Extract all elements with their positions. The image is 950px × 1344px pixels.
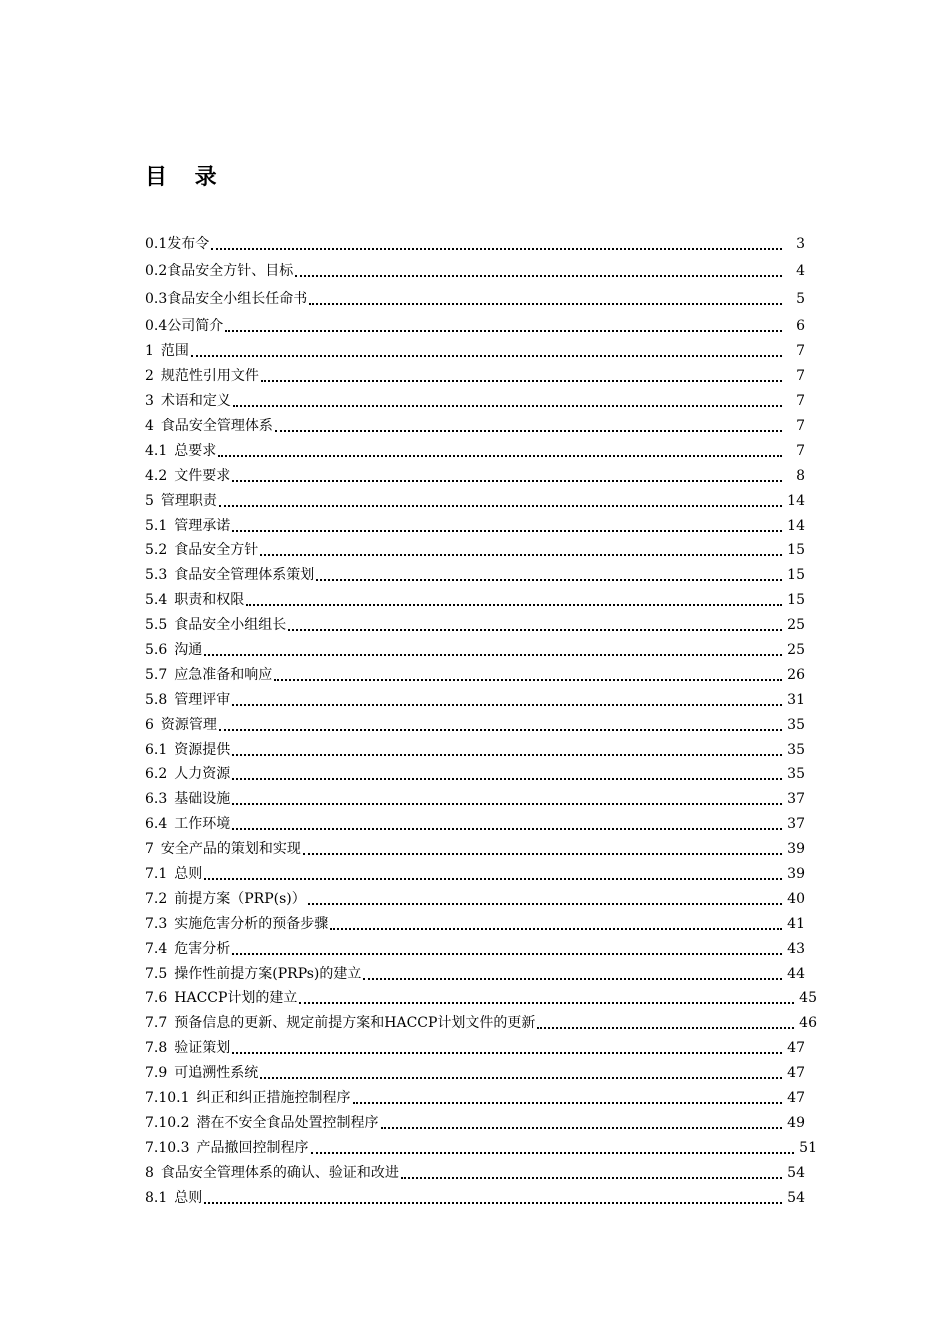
toc-entry-page: 47	[787, 1089, 805, 1106]
page-title: 目 录	[145, 165, 227, 190]
toc-entry-page: 37	[787, 816, 805, 833]
toc-entry-label: 危害分析	[174, 940, 231, 957]
toc-entry[interactable]	[145, 634, 805, 659]
dot-leader	[204, 1190, 782, 1204]
toc-entry-label: 食品安全管理体系	[160, 417, 273, 434]
toc-entry-number: 3	[145, 393, 154, 410]
toc-entry-number: 6	[145, 716, 154, 733]
toc-entry-page: 15	[787, 542, 805, 559]
toc-entry-label: 食品安全方针	[174, 542, 259, 559]
toc-entry-page: 7	[796, 442, 805, 459]
toc-entry-page: 35	[787, 716, 805, 733]
toc-entry[interactable]	[145, 280, 805, 308]
toc-entry-number: 7.10.3	[145, 1139, 190, 1156]
toc-entry[interactable]	[145, 833, 805, 858]
dot-leader	[260, 1065, 782, 1079]
toc-entry-number: 7.10.1	[145, 1089, 190, 1106]
toc-entry-page: 14	[787, 492, 805, 509]
toc-entry-number: 6.4	[145, 816, 168, 833]
toc-entry[interactable]	[145, 759, 805, 784]
toc-entry-number: 4.1	[145, 442, 168, 459]
toc-entry-number: 7.9	[145, 1065, 168, 1082]
toc-entry-page: 39	[787, 841, 805, 858]
toc-entry[interactable]	[145, 308, 805, 336]
toc-entry[interactable]	[145, 1132, 817, 1157]
dot-leader	[232, 468, 782, 482]
dot-leader	[232, 816, 782, 830]
toc-entry-number: 8.1	[145, 1189, 168, 1206]
toc-entry-label: 人力资源	[174, 766, 231, 783]
toc-entry[interactable]	[145, 883, 805, 908]
toc-entry[interactable]	[145, 609, 805, 634]
toc-entry-number: 7.4	[145, 940, 168, 957]
toc-entry-number: 6.3	[145, 791, 168, 808]
toc-entry-number: 5.5	[145, 617, 168, 634]
table-of-contents	[145, 225, 817, 1207]
toc-entry-number: 6.2	[145, 766, 168, 783]
dot-leader	[218, 443, 782, 457]
toc-entry-label: 预备信息的更新、规定前提方案和HACCP计划文件的更新	[174, 1015, 536, 1032]
toc-entry-label: 安全产品的策划和实现	[160, 841, 301, 858]
dot-leader	[308, 891, 782, 905]
toc-entry-number: 7.8	[145, 1040, 168, 1057]
dot-leader	[246, 592, 782, 606]
toc-entry-number: 7.7	[145, 1015, 168, 1032]
toc-entry-number: 0.4	[145, 318, 168, 335]
toc-entry[interactable]	[145, 253, 805, 281]
dot-leader	[274, 667, 782, 681]
toc-entry[interactable]	[145, 808, 805, 833]
dot-leader	[311, 1140, 794, 1154]
toc-entry-page: 31	[787, 691, 805, 708]
toc-entry-page: 6	[796, 318, 805, 335]
toc-entry-number: 0.3	[145, 290, 168, 307]
toc-entry[interactable]	[145, 510, 805, 535]
toc-entry-page: 54	[787, 1164, 805, 1181]
toc-entry-label: 公司简介	[167, 318, 224, 335]
toc-entry-label: 可追溯性系统	[174, 1065, 259, 1082]
toc-entry-label: 食品安全小组长任命书	[167, 290, 308, 307]
toc-entry[interactable]	[145, 858, 805, 883]
toc-entry-label: 管理承诺	[174, 517, 231, 534]
toc-entry-label: 职责和权限	[174, 592, 245, 609]
toc-entry-number: 5.2	[145, 542, 168, 559]
toc-entry-page: 44	[787, 965, 805, 982]
toc-entry-label: 应急准备和响应	[174, 666, 273, 683]
toc-entry-label: 范围	[160, 343, 189, 360]
toc-entry-label: 操作性前提方案(PRPs)的建立	[174, 965, 362, 982]
toc-entry-number: 5.4	[145, 592, 168, 609]
toc-entry[interactable]	[145, 1182, 805, 1207]
toc-entry-page: 35	[787, 741, 805, 758]
dot-leader	[261, 368, 782, 382]
toc-entry[interactable]	[145, 535, 805, 560]
toc-entry-page: 14	[787, 517, 805, 534]
toc-entry-number: 4.2	[145, 467, 168, 484]
dot-leader	[295, 263, 782, 277]
toc-entry-page: 4	[796, 263, 805, 280]
dot-leader	[233, 393, 782, 407]
toc-entry[interactable]	[145, 335, 805, 360]
toc-entry[interactable]	[145, 1107, 805, 1132]
dot-leader	[303, 841, 782, 855]
dot-leader	[401, 1165, 782, 1179]
toc-entry-number: 5.8	[145, 691, 168, 708]
toc-entry[interactable]	[145, 734, 805, 759]
toc-entry[interactable]	[145, 1057, 805, 1082]
toc-entry-number: 1	[145, 343, 154, 360]
toc-entry[interactable]	[145, 485, 805, 510]
toc-entry-number: 7	[145, 841, 154, 858]
toc-entry-page: 26	[787, 666, 805, 683]
toc-entry-number: 0.2	[145, 263, 168, 280]
toc-entry-page: 15	[787, 592, 805, 609]
toc-entry-label: 产品撤回控制程序	[196, 1139, 309, 1156]
toc-entry-label: 总则	[174, 865, 203, 882]
dot-leader	[299, 990, 794, 1004]
toc-entry[interactable]	[145, 659, 805, 684]
toc-entry[interactable]	[145, 1157, 805, 1182]
toc-entry[interactable]	[145, 933, 805, 958]
toc-entry[interactable]	[145, 684, 805, 709]
toc-entry-label: 验证策划	[174, 1040, 231, 1057]
toc-entry[interactable]	[145, 435, 805, 460]
toc-entry-page: 15	[787, 567, 805, 584]
toc-entry-page: 35	[787, 766, 805, 783]
toc-entry-number: 5.7	[145, 666, 168, 683]
toc-entry-page: 41	[787, 915, 805, 932]
toc-entry-label: 资源管理	[160, 716, 217, 733]
toc-entry-number: 7.10.2	[145, 1114, 190, 1131]
toc-entry-page: 51	[799, 1139, 817, 1156]
toc-entry[interactable]	[145, 709, 805, 734]
toc-entry-page: 7	[796, 343, 805, 360]
toc-entry-number: 6.1	[145, 741, 168, 758]
dot-leader	[232, 791, 782, 805]
toc-entry-page: 7	[796, 393, 805, 410]
toc-entry[interactable]	[145, 360, 805, 385]
toc-entry-page: 7	[796, 368, 805, 385]
toc-entry-number: 7.6	[145, 990, 168, 1007]
toc-entry[interactable]	[145, 1007, 817, 1032]
dot-leader	[381, 1115, 782, 1129]
toc-entry-label: 沟通	[174, 641, 203, 658]
dot-leader	[232, 941, 782, 955]
toc-entry-page: 3	[796, 235, 805, 252]
toc-entry[interactable]	[145, 460, 805, 485]
toc-entry-label: 资源提供	[174, 741, 231, 758]
toc-entry-label: 前提方案（PRP(s)）	[174, 890, 306, 907]
toc-entry-page: 40	[787, 890, 805, 907]
toc-entry-label: 管理评审	[174, 691, 231, 708]
toc-entry-label: 发布令	[167, 235, 210, 252]
toc-entry[interactable]	[145, 410, 805, 435]
toc-entry-page: 37	[787, 791, 805, 808]
dot-leader	[260, 542, 782, 556]
toc-entry[interactable]	[145, 385, 805, 410]
dot-leader	[537, 1015, 794, 1029]
toc-entry-number: 5.6	[145, 641, 168, 658]
toc-entry-page: 47	[787, 1065, 805, 1082]
dot-leader	[363, 966, 782, 980]
toc-entry-page: 5	[796, 290, 805, 307]
toc-entry-page: 45	[799, 990, 817, 1007]
toc-entry-label: 术语和定义	[160, 393, 231, 410]
dot-leader	[225, 318, 782, 332]
toc-entry-label: 总则	[174, 1189, 203, 1206]
toc-entry-number: 5.1	[145, 517, 168, 534]
toc-entry-number: 7.5	[145, 965, 168, 982]
toc-entry[interactable]	[145, 559, 805, 584]
toc-entry-number: 7.2	[145, 890, 168, 907]
dot-leader	[275, 418, 782, 432]
toc-entry-label: 文件要求	[174, 467, 231, 484]
toc-entry-label: 基础设施	[174, 791, 231, 808]
toc-entry-number: 7.1	[145, 865, 168, 882]
dot-leader	[309, 291, 782, 305]
dot-leader	[288, 617, 782, 631]
dot-leader	[211, 236, 782, 250]
dot-leader	[232, 692, 782, 706]
toc-entry-page: 25	[787, 641, 805, 658]
toc-entry-number: 5.3	[145, 567, 168, 584]
toc-entry-label: 食品安全方针、目标	[167, 263, 294, 280]
toc-entry[interactable]	[145, 783, 805, 808]
toc-entry[interactable]	[145, 225, 805, 253]
toc-entry-label: 食品安全管理体系策划	[174, 567, 315, 584]
toc-entry-label: 食品安全管理体系的确认、验证和改进	[160, 1164, 399, 1181]
toc-entry[interactable]	[145, 958, 805, 983]
dot-leader	[232, 742, 782, 756]
dot-leader	[316, 567, 782, 581]
toc-entry-number: 7.3	[145, 915, 168, 932]
dot-leader	[219, 717, 782, 731]
dot-leader	[330, 916, 782, 930]
toc-entry[interactable]	[145, 908, 805, 933]
dot-leader	[353, 1090, 782, 1104]
toc-entry-page: 8	[796, 467, 805, 484]
toc-entry-page: 47	[787, 1040, 805, 1057]
toc-entry[interactable]	[145, 983, 817, 1008]
toc-entry-page: 54	[787, 1189, 805, 1206]
toc-entry[interactable]	[145, 584, 805, 609]
toc-entry-label: 食品安全小组组长	[174, 617, 287, 634]
toc-entry-label: 纠正和纠正措施控制程序	[196, 1089, 351, 1106]
toc-entry-page: 25	[787, 617, 805, 634]
toc-entry[interactable]	[145, 1032, 805, 1057]
toc-entry-page: 49	[787, 1114, 805, 1131]
toc-entry-label: 工作环境	[174, 816, 231, 833]
toc-entry-number: 4	[145, 417, 154, 434]
toc-entry-label: HACCP计划的建立	[174, 990, 298, 1007]
dot-leader	[204, 866, 782, 880]
toc-entry-page: 46	[799, 1015, 817, 1032]
toc-entry-page: 7	[796, 417, 805, 434]
toc-entry-label: 管理职责	[160, 492, 217, 509]
toc-entry-page: 39	[787, 865, 805, 882]
dot-leader	[219, 493, 782, 507]
toc-entry-number: 5	[145, 492, 154, 509]
toc-entry-number: 0.1	[145, 235, 168, 252]
toc-entry-label: 潜在不安全食品处置控制程序	[196, 1114, 379, 1131]
dot-leader	[204, 642, 782, 656]
toc-entry[interactable]	[145, 1082, 805, 1107]
dot-leader	[232, 1040, 782, 1054]
toc-entry-page: 43	[787, 940, 805, 957]
toc-entry-number: 8	[145, 1164, 154, 1181]
toc-entry-label: 总要求	[174, 442, 217, 459]
toc-entry-label: 实施危害分析的预备步骤	[174, 915, 329, 932]
toc-entry-label: 规范性引用文件	[160, 368, 259, 385]
toc-entry-number: 2	[145, 368, 154, 385]
dot-leader	[232, 766, 782, 780]
dot-leader	[191, 343, 782, 357]
dot-leader	[232, 518, 782, 532]
